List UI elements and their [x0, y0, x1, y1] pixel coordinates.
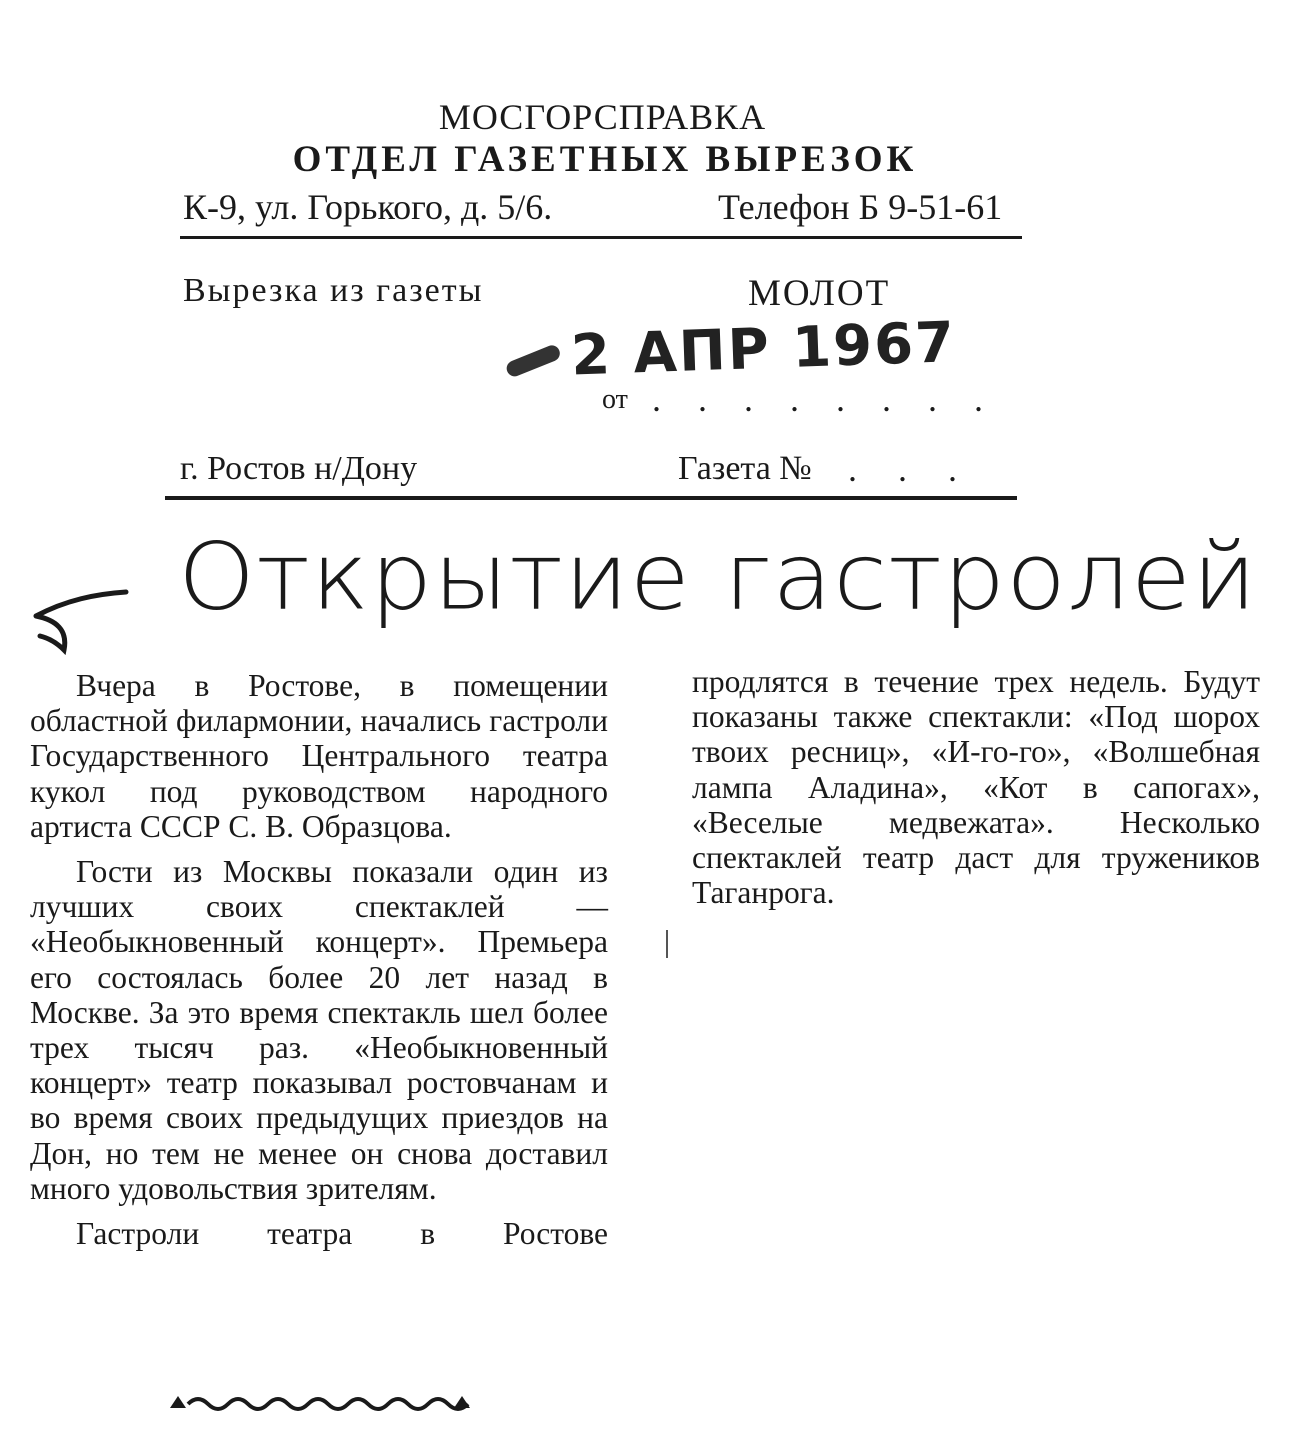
header-rule [180, 236, 1022, 239]
form-rule [165, 496, 1017, 500]
phone: Телефон Б 9-51-61 [718, 187, 1003, 227]
issue-label: Газета № [678, 450, 812, 487]
stamp-smudge [504, 343, 562, 379]
paragraph: Гости из Москвы показали один из лучших своих спектаклей — «Необыкновенный концерт». Премьера его состоялась более 20 лет назад в Москве. За это время спектакль шел более трех тысяч раз. «Необыкновенный концерт» театр показывал ростовчанам и во время своих предыдущих приездов на Дон, но тем не менее он снова доставил много удовольствия зрителям. [30, 854, 608, 1206]
date-dots: . . . . . . . . [652, 379, 997, 419]
department-name: ОТДЕЛ ГАЗЕТНЫХ ВЫРЕЗОК [292, 139, 918, 180]
source-label: Вырезка из газеты [183, 272, 484, 309]
issue-dots: . . . [848, 449, 973, 489]
date-stamp-text: 2 АПР 1967 [569, 310, 958, 389]
article-column-2 [692, 664, 1260, 910]
paragraph: продлятся в течение трех недель. Будут показаны также спектакли: «Под шорох твоих ресниц», «И-го-го», «Волшебная лампа Аладина», «Кот в сапогах», «Веселые медвежата». Несколько спектаклей театр даст для тружеников Таганрога. [692, 664, 1260, 911]
article-headline: Открытие гастролей [178, 522, 1258, 632]
handwritten-arrow-icon [26, 572, 136, 662]
wavy-divider-icon [164, 1388, 476, 1414]
paragraph: Гастроли театра в Ростове [76, 1216, 608, 1252]
newspaper-name: МОЛОТ [748, 273, 891, 314]
city: г. Ростов н/Дону [180, 450, 418, 487]
column-mark [666, 930, 668, 958]
article-column-1 [30, 668, 608, 1251]
paragraph: Вчера в Ростове, в помещении областной филармонии, начались гастроли Государственного Центрального театра кукол под руководством народного артиста СССР С. В. Образцова. [30, 668, 608, 844]
date-label: от [602, 384, 628, 415]
organization-name: МОСГОРСПРАВКА [438, 97, 767, 137]
address: К-9, ул. Горького, д. 5/6. [183, 187, 553, 227]
